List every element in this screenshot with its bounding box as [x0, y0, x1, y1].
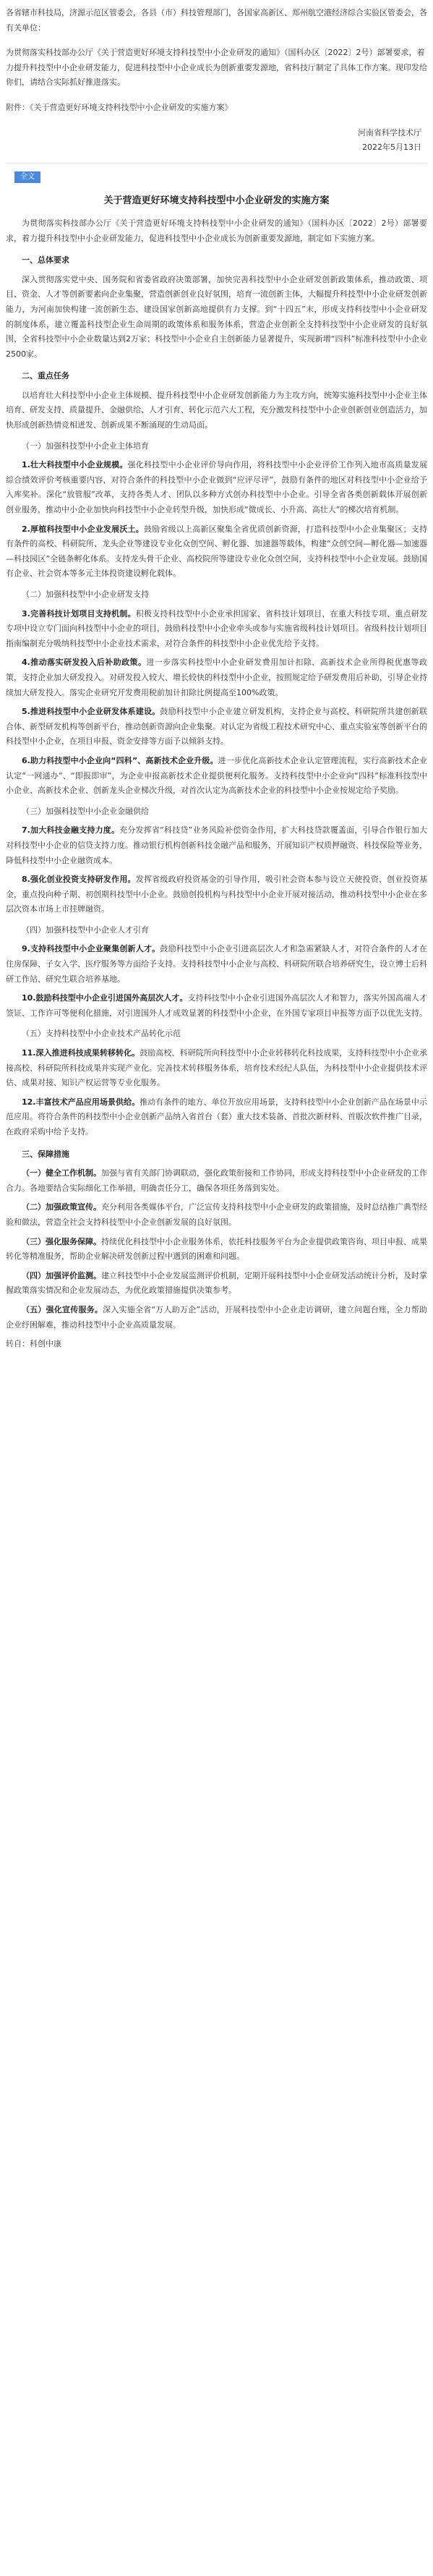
subsection-heading: （四）加强科技型中小企业人才引育	[22, 924, 149, 935]
item-text: 鼓励高校、科研院所向科技型中小企业转移转化科技成果，支持科技型中小企业承接高校、科研院所科技成果并实现产业化。完善技术转移服务体系，培育技术经纪人队伍，为科技型中小企业提供技术评估、成果对接、知识产权运营等专业化服务。	[6, 1048, 427, 1088]
item-text: 鼓励科技型中小企业引进高层次人才和急需紧缺人才，对符合条件的人才在住房保障、子女入学、医疗服务等方面给予支持。支持科技型中小企业与高校、科研院所联合培养研究生，设立博士后科研工作站、研究生联合培养基地。	[6, 944, 427, 984]
item-text: 强化科技型中小企业评价导向作用，将科技型中小企业评价工作列入地市高质量发展综合绩效评价考核重要内容，对符合条件的科技型中小企业做到“应评尽评”，鼓励有条件的地区对科技型中小企业给予入库奖补。深化“放管服”改革，支持各类人才、团队以多种方式创办科技型中小企业。引导全省各类创新载体开展创新创业服务，推动中小企业加快向科技型中小企业转型升级，加快形成“微成长、小升高、高壮大”的梯次培育机制。	[6, 460, 427, 515]
subsection-heading: （一）加强科技型中小企业主体培育	[22, 441, 149, 451]
measure-heading: （四）加强评价监测。	[22, 1270, 101, 1280]
measure-text: 持续优化科技型中小企业服务体系，依托科技服务平台为企业提供政策咨询、项目申报、成果转化等精准服务，帮助企业解决研发创新过程中遇到的困难和问题。	[6, 1236, 427, 1262]
document-body	[6, 194, 427, 1351]
item-paragraph	[6, 872, 427, 917]
item-text: 充分发挥省“科技贷”业务风险补偿资金作用，扩大科技贷款覆盖面，引导合作银行加大对科技型中小企业的信贷支持力度。推动银行机构创新科技金融产品和服务，开展知识产权质押融资、科技保险等业务，降低科技型中小企业融资成本。	[6, 825, 427, 865]
item-text: 进一步落实科技型中小企业研发费用加计扣除、高新技术企业所得税优惠等政策，支持企业加大研发投入。对研发投入较大、增长较快的科技型中小企业，按照规定给予研发费用后补助，引导企业持续加大研发投入。落实企业研究开发费用税前加计扣除比例提高至100%政策。	[6, 658, 427, 697]
item-paragraph	[6, 522, 427, 582]
item-text: 支持科技型中小企业引进国外高层次人才和智力，落实外国高端人才签证、工作许可等便利化措施，对引进国外人才成效显著的科技型中小企业，在外国专家项目申报等方面予以优先支持。	[6, 993, 427, 1018]
notice-sign-date: 2022年5月13日	[362, 143, 421, 153]
measure-text: 建立科技型中小企业发展监测评价机制，定期开展科技型中小企业研发活动统计分析，及时掌握政策落实情况和企业发展动态，为优化政策措施提供决策参考。	[6, 1270, 427, 1296]
item-text: 发挥省级政府投资基金的引导作用，吸引社会资本参与设立天使投资、创业投资基金，重点投向种子期、初创期科技型中小企业。鼓励创投机构与科技型中小企业开展对接活动，推动科技型中小企业在多层次资本市场上市挂牌融资。	[6, 875, 427, 914]
paragraph: 以培育壮大科技型中小企业主体规模、提升科技型中小企业研发创新能力为主攻方向，统筹实施科技型中小企业主体培育、研发支持、质量提升、金融供给、人才引育、转化示范六大工程，充分激发科技型中小企业创新创业创造活力，加快形成创新热情竞相迸发、创新成果不断涌现的生动局面。	[6, 390, 427, 430]
item-heading: 11.深入推进科技成果转移转化。	[22, 1048, 140, 1058]
item-paragraph	[6, 991, 427, 1021]
item-text: 鼓励科技型中小企业建立研发机构，支持企业与高校、科研院所共建创新联合体、新型研发机构等创新平台，推动创新资源向企业集聚。对认定为省级工程技术研究中心、重点实验室等创新平台的科技型中小企业，在项目申报、资金安排等方面予以倾斜支持。	[6, 707, 427, 747]
fulltext-tab: 全文	[14, 171, 40, 183]
item-heading: 10.鼓励科技型中小企业引进国外高层次人才。	[22, 993, 188, 1003]
item-paragraph	[6, 754, 427, 799]
source-note: 转自：科创中康	[6, 1339, 61, 1349]
document-title: 关于营造更好环境支持科技型中小企业研发的实施方案	[103, 195, 330, 207]
measure-heading: （五）强化宣传服务。	[22, 1304, 103, 1314]
item-paragraph	[6, 607, 427, 652]
item-paragraph	[6, 655, 427, 700]
notice-attachment[interactable]: 附件：《关于营造更好环境支持科技型中小企业研发的实施方案》	[6, 102, 233, 112]
item-heading: 4.推动落实研发投入后补助政策。	[22, 658, 147, 668]
item-paragraph	[6, 458, 427, 517]
document-intro: 为贯彻落实科技部办公厅《关于营造更好环境支持科技型中小企业研发的通知》（国科办区〔2022〕2号）部署要求，着力提升科技型中小企业研发能力，促进科技型中小企业成长为创新重要发源地，制定如下实施方案。	[6, 218, 427, 243]
item-paragraph	[6, 942, 427, 987]
subsection-heading: （二）加强科技型中小企业研发支持	[22, 590, 149, 599]
measure-heading: （三）强化服务保障。	[22, 1236, 101, 1246]
item-paragraph	[6, 1095, 427, 1140]
measure-paragraph	[6, 1303, 427, 1332]
paragraph: 深入贯彻落实党中央、国务院和省委省政府决策部署，加快完善科技型中小企业研发创新政策体系，推动政策、项目、资金、人才等创新要素向企业集聚，营造创新创业良好氛围，培育一流创新主体，大幅提升科技型中小企业研发创新能力，为河南加快构建一流创新生态、建设国家创新高地提供有力支撑。到“十四五”末，形成支持科技型中小企业研发的制度体系，建立覆盖科技型企业生命周期的政策体系和服务体系，营造企业创新全支持科技型中小企业研发的良好氛围，全省科技型中小企业数量达到2万家；科技型中小企业自主创新能力显著提升，实现新增“四科”标准科技型中小企业2500家。	[6, 274, 427, 359]
item-heading: 8.强化创业投资支持研发作用。	[22, 875, 136, 885]
item-heading: 6.助力科技型中小企业向“四科”、高新技术企业升级。	[22, 755, 218, 765]
measure-paragraph	[6, 1269, 427, 1298]
measure-text: 充分利用各类媒体平台，广泛宣传支持科技型中小企业研发的政策措施，及时总结推广典型经验和做法，营造全社会支持科技型中小企业创新发展的良好氛围。	[6, 1202, 427, 1227]
item-text: 推动有条件的地方、单位开放应用场景，支持科技型中小企业创新产品在场景中示范应用。将符合条件的科技型中小企业创新产品纳入省首台（套）重大技术装备、首批次新材料、首版次软件推广目录，在政府采购中给予支持。	[6, 1097, 427, 1136]
notice-block	[6, 0, 427, 156]
measure-heading: （一）健全工作机制。	[22, 1168, 101, 1178]
item-heading: 3.完善科技计划项目支持机制。	[22, 608, 136, 619]
measure-paragraph	[6, 1235, 427, 1264]
item-heading: 9.支持科技型中小企业聚集创新人才。	[22, 944, 160, 954]
section-heading: 二、重点任务	[22, 371, 69, 381]
item-heading: 5.推进科技型中小企业研发体系建设。	[22, 707, 160, 717]
subsection-heading: （五）支持科技型中小企业技术产品转化示范	[22, 1029, 181, 1039]
item-heading: 2.厚植科技型中小企业发展沃土。	[22, 524, 144, 534]
item-heading: 7.加大科技金融支持力度。	[22, 825, 120, 836]
item-paragraph	[6, 1046, 427, 1091]
notice-body: 为贯彻落实科技部办公厅《关于营造更好环境支持科技型中小企业研发的通知》（国科办区〔2022〕2号）部署要求，着力提升科技型中小企业研发能力，促进科技型中小企业成长为创新重要发源地，省科技厅制定了具体工作方案。现印发给你们，请结合实际抓好推进落实。	[6, 48, 427, 88]
item-heading: 1.壮大科技型中小企业规模。	[22, 460, 128, 470]
item-text: 鼓励省级以上高新区聚集全省优质创新资源，打造科技型中小企业集聚区；支持有条件的高校、科研院所、龙头企业等建设专业化众创空间、孵化器、加速器等载体，构建“众创空间—孵化器—加速器—科技园区”全链条孵化体系。支持龙头骨干企业、高校院所等建设专业化众创空间，支持科技型中小企业发展。鼓励国有企业、社会资本等多元主体投资建设孵化载体。	[6, 524, 427, 579]
notice-salutation: 各省辖市科技局，济源示范区管委会，各县（市）科技管理部门，各国家高新区、郑州航空港经济综合实验区管委会，各有关单位：	[6, 8, 427, 33]
item-text: 积极支持科技型中小企业承担国家、省科技计划项目，在重大科技专项、重点研发专项中设立专门面向科技型中小企业的项目，鼓励科技型中小企业牵头或参与实施省级科技计划项目。省级科技计划项目指南编制充分吸纳科技型中小企业技术需求，对符合条件的科技型中小企业优先给予支持。	[6, 608, 427, 648]
item-paragraph	[6, 823, 427, 868]
measure-paragraph	[6, 1200, 427, 1230]
measure-text: 深入实施全省“万人助万企”活动，开展科技型中小企业走访调研，建立问题台账，全力帮助企业纾困解难，推动科技型中小企业高质量发展。	[6, 1304, 427, 1330]
measure-paragraph	[6, 1166, 427, 1196]
item-paragraph	[6, 705, 427, 749]
item-heading: 12.丰富技术产品应用场景供给。	[22, 1097, 140, 1107]
section-heading: 三、保障措施	[22, 1149, 69, 1159]
subsection-heading: （三）加强科技型中小企业金融供给	[22, 806, 149, 816]
measure-text: 加强与省有关部门协调联动，强化政策衔接和工作协同，形成支持科技型中小企业研发的工作合力。各地要结合实际细化工作举措，明确责任分工，确保各项任务落到实处。	[6, 1168, 427, 1193]
section-heading: 一、总体要求	[22, 255, 69, 265]
item-text: 进一步优化高新技术企业认定管理流程，实行高新技术企业认定“一网通办”、“即报即审”，为企业申报高新技术企业提供便利化服务。支持科技型中小企业向“四科”标准科技型中小企业、高新技术企业、创新龙头企业梯次升级，对首次认定为高新技术企业的科技型中小企业按规定给予奖励。	[6, 755, 428, 796]
measure-heading: （二）加强政策宣传。	[22, 1202, 101, 1212]
notice-sign-org: 河南省科学技术厅	[358, 127, 421, 137]
